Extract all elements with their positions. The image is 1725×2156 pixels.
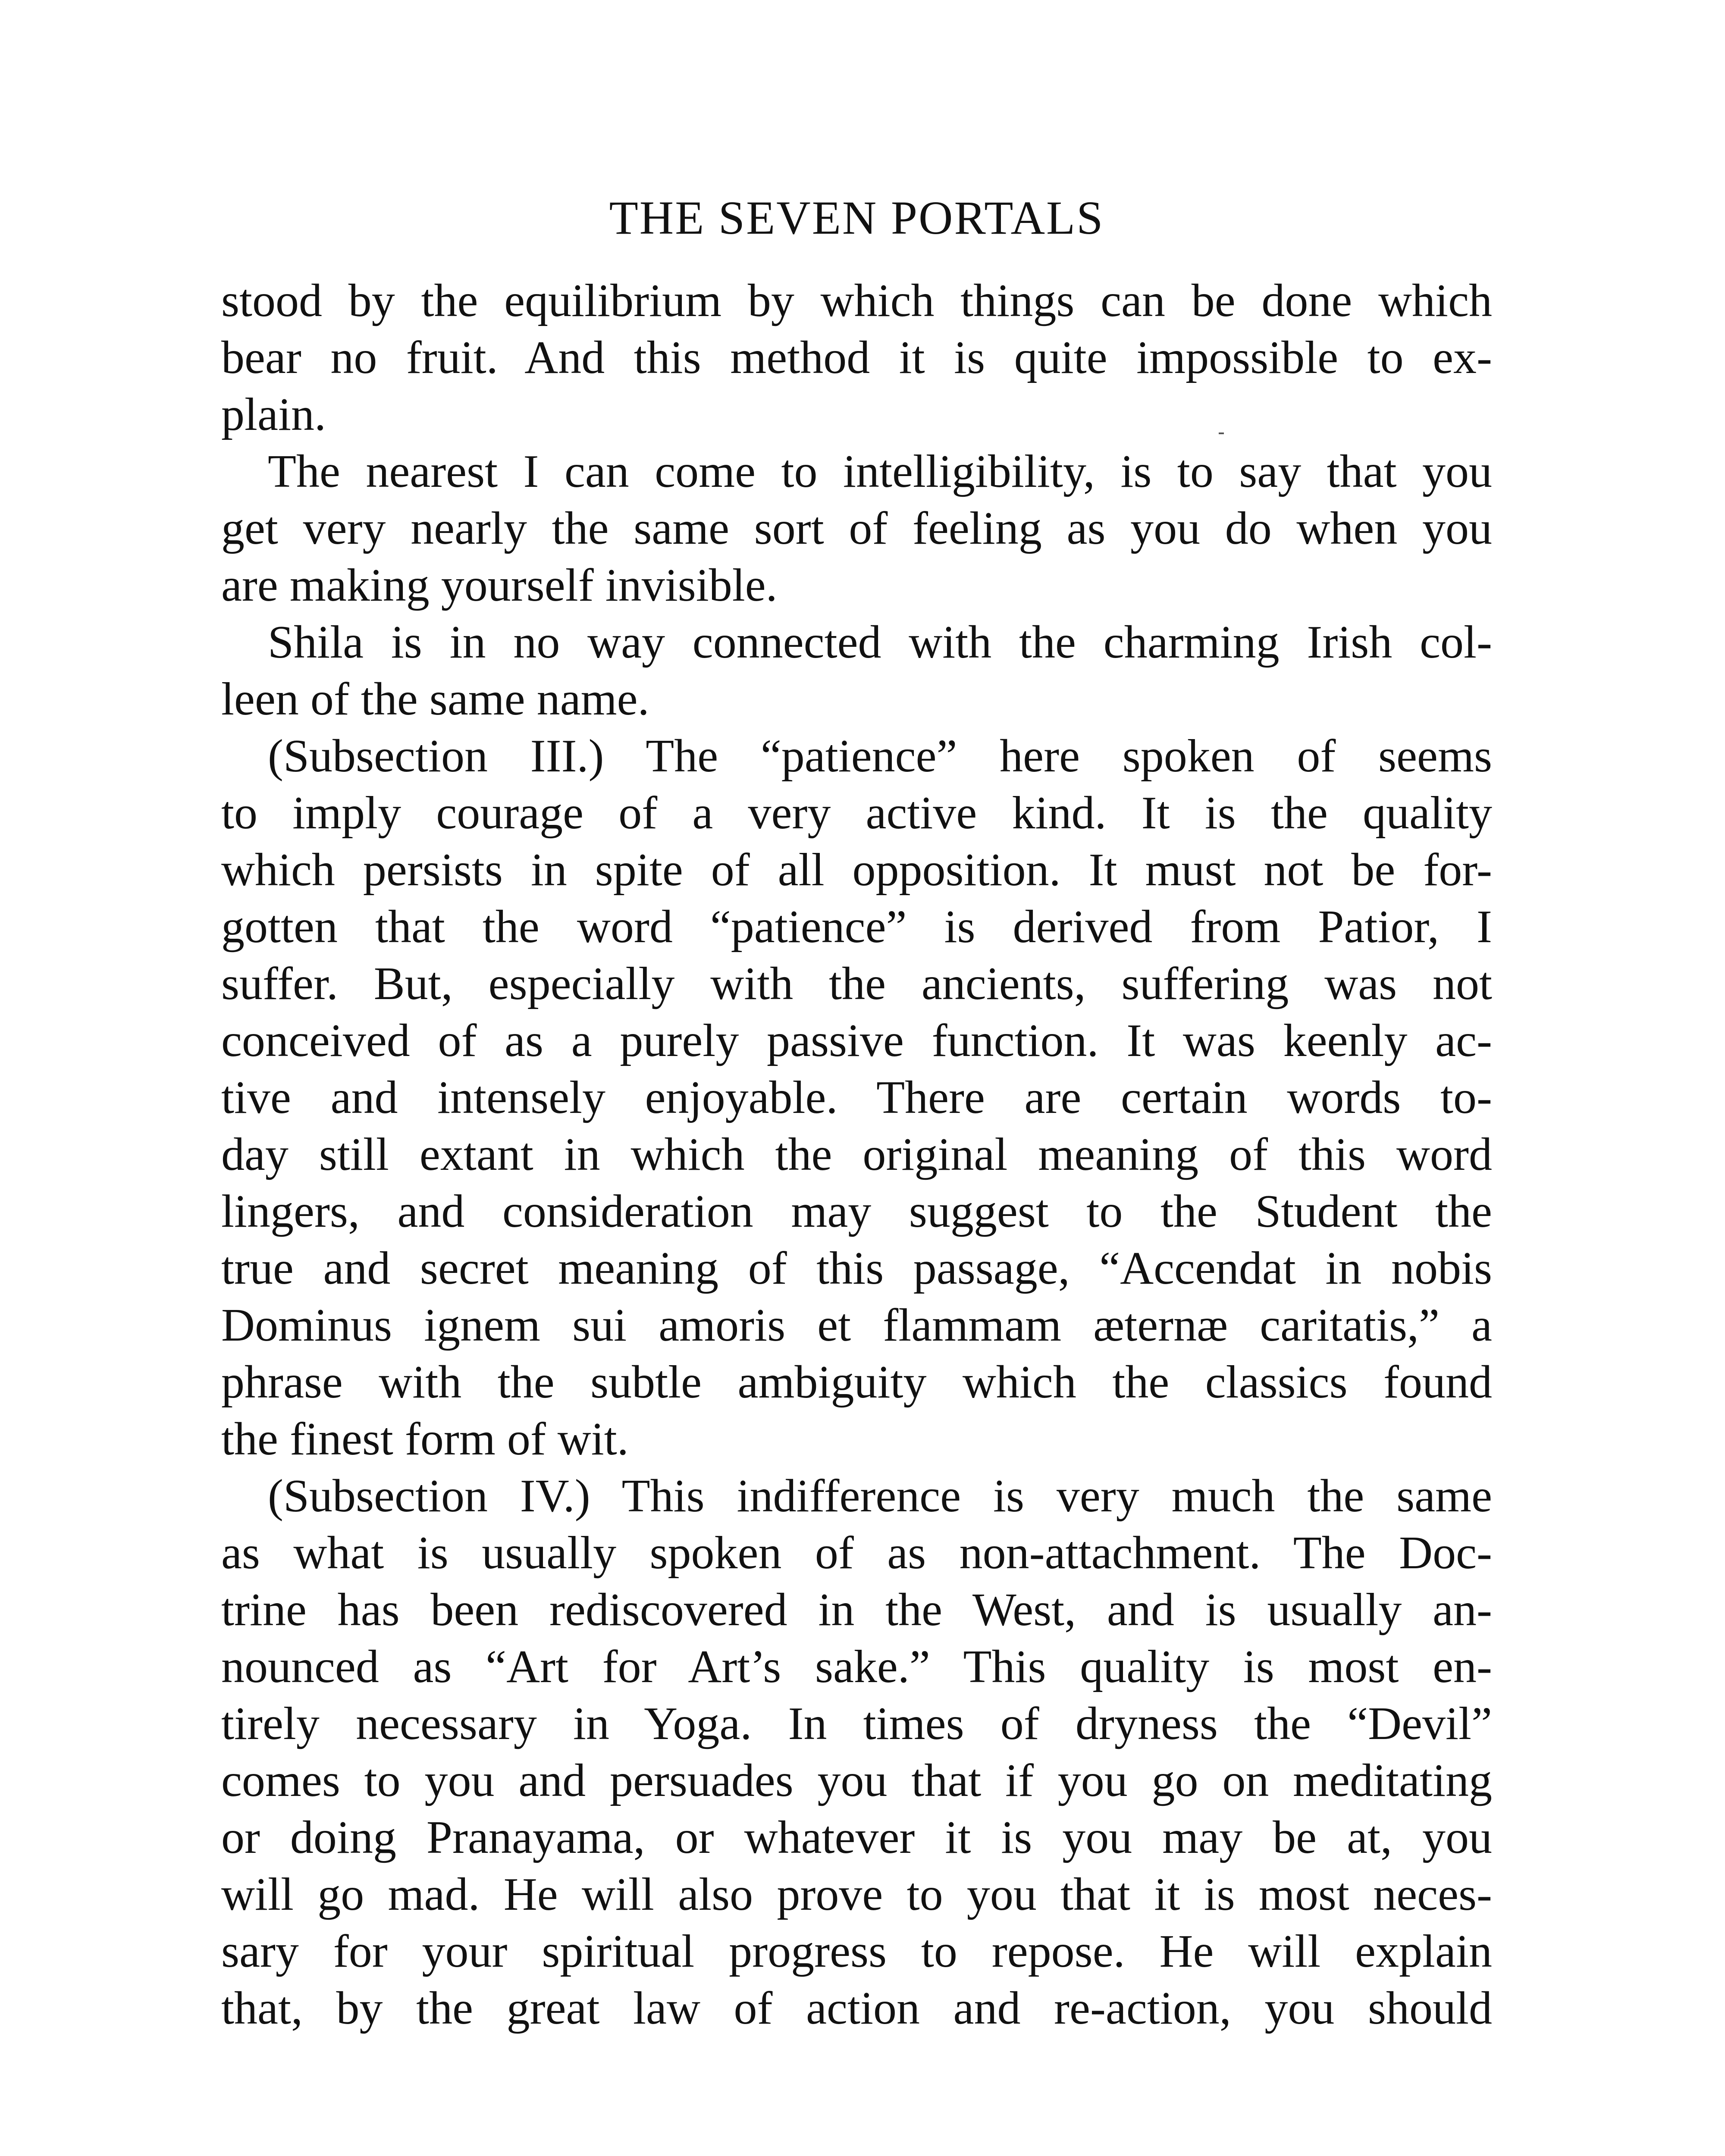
text-line: will go mad. He will also prove to you that it is most neces- — [221, 1869, 1492, 1920]
text-line: get very nearly the same sort of feeling as you do when you — [221, 503, 1492, 554]
text-line: true and secret meaning of this passage, “Accendat in nobis — [221, 1243, 1492, 1294]
body-text — [221, 273, 1492, 2037]
running-head: THE SEVEN PORTALS — [609, 191, 1104, 244]
text-line: (Subsection III.) The “patience” here spoken of seems — [268, 730, 1492, 782]
text-line: stood by the equilibrium by which things can be done which — [221, 275, 1492, 326]
text-line: suffer. But, especially with the ancients, suffering was not — [221, 958, 1492, 1009]
text-line: plain. — [221, 389, 326, 440]
text-line: Shila is in no way connected with the charming Irish col- — [268, 617, 1492, 668]
text-line: which persists in spite of all opposition. It must not be for- — [221, 844, 1492, 896]
text-line: sary for your spiritual progress to repose. He will explain — [221, 1926, 1492, 1977]
text-line: that, by the great law of action and re-action, you should — [221, 1983, 1492, 2034]
text-line: tirely necessary in Yoga. In times of dryness the “Devil” — [221, 1698, 1492, 1749]
text-line: bear no fruit. And this method it is quite impossible to ex- — [221, 332, 1492, 383]
text-line: trine has been rediscovered in the West, and is usually an- — [221, 1584, 1492, 1636]
text-line: to imply courage of a very active kind. It is the quality — [221, 787, 1492, 839]
text-line: lingers, and consideration may suggest to the Student the — [221, 1186, 1492, 1237]
text-line: (Subsection IV.) This indifference is very much the same — [268, 1470, 1492, 1522]
text-line: comes to you and persuades you that if you go on meditating — [221, 1755, 1492, 1806]
text-line: tive and intensely enjoyable. There are certain words to- — [221, 1072, 1492, 1123]
text-line: as what is usually spoken of as non-attachment. The Doc- — [221, 1527, 1492, 1579]
text-line: the finest form of wit. — [221, 1413, 629, 1465]
text-line: conceived of as a purely passive function. It was keenly ac- — [221, 1015, 1492, 1066]
text-line: leen of the same name. — [221, 674, 649, 725]
text-line: The nearest I can come to intelligibility, is to say that you — [268, 446, 1492, 497]
text-line: gotten that the word “patience” is derived from Patior, I — [221, 901, 1492, 953]
text-line: are making yourself invisible. — [221, 560, 778, 611]
text-line: or doing Pranayama, or whatever it is you may be at, you — [221, 1812, 1492, 1863]
text-line: nounced as “Art for Art’s sake.” This quality is most en- — [221, 1641, 1492, 1692]
text-line: day still extant in which the original meaning of this word — [221, 1129, 1492, 1180]
text-line: Dominus ignem sui amoris et flammam æternæ caritatis,” a — [221, 1300, 1492, 1351]
text-line: phrase with the subtle ambiguity which the classics found — [221, 1357, 1492, 1408]
